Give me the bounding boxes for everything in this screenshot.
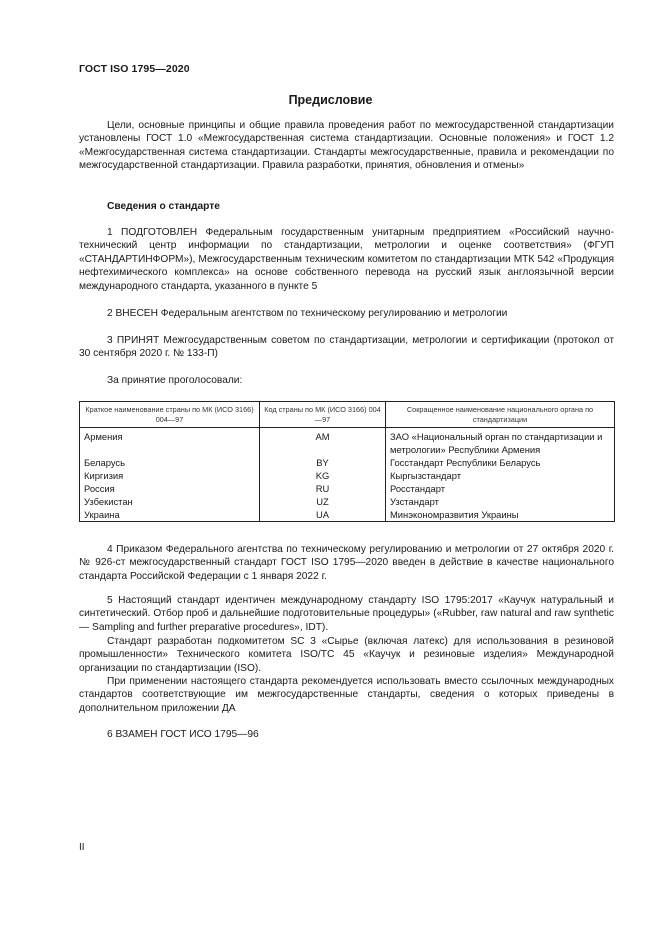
table-header-country: Краткое наименование страны по МК (ИСО 3166) 004—97 bbox=[80, 402, 260, 428]
page-number: II bbox=[79, 842, 85, 853]
country-cell: Россия bbox=[80, 482, 260, 495]
body-cell: Росстандарт bbox=[386, 482, 615, 495]
item-5-paragraph: 5 Настоящий стандарт идентичен международному стандарту ISO 1795:2017 «Каучук натуральный и синтетический. Отбор проб и дальнейшие подготовительные процедуры» («Rubber, raw natural and raw synthetic — Sampling and further preparative procedures», IDT). bbox=[79, 595, 614, 633]
table-row bbox=[80, 495, 615, 508]
votes-table bbox=[79, 401, 615, 522]
standard-code: ГОСТ ISO 1795—2020 bbox=[79, 63, 190, 75]
table-row bbox=[80, 469, 615, 482]
table-row bbox=[80, 456, 615, 469]
code-cell: UA bbox=[260, 508, 386, 522]
item-5-developer-paragraph: Стандарт разработан подкомитетом SC 3 «Сырье (включая латекс) для использования в резиновой промышленности» Технического комитета ISO/TC 45 «Каучук и резиновые изделия» Международной организации по стандартизации (ISO). bbox=[79, 636, 614, 674]
code-cell: KG bbox=[260, 469, 386, 482]
table-header-code: Код страны по МК (ИСО 3166) 004—97 bbox=[260, 402, 386, 428]
table-row bbox=[80, 508, 615, 522]
page-title: Предисловие bbox=[288, 93, 373, 107]
item-3-paragraph: 3 ПРИНЯТ Межгосударственным советом по стандартизации, метрологии и сертификации (протокол от 30 сентября 2020 г. № 133-П) bbox=[79, 335, 614, 360]
body-cell: ЗАО «Национальный орган по стандартизации и метрологии» Республики Армения bbox=[386, 428, 615, 457]
item-5-application-paragraph: При применении настоящего стандарта рекомендуется использовать вместо ссылочных международных стандартов соответствующие им межгосударственные стандарты, сведения о которых приведены в дополнительном приложении ДА bbox=[79, 676, 614, 714]
country-cell: Киргизия bbox=[80, 469, 260, 482]
code-cell: AM bbox=[260, 428, 386, 457]
country-cell: Армения bbox=[80, 428, 260, 457]
code-cell: BY bbox=[260, 456, 386, 469]
table-row bbox=[80, 482, 615, 495]
item-2-paragraph: 2 ВНЕСЕН Федеральным агентством по техническому регулированию и метрологии bbox=[107, 308, 508, 319]
body-cell: Минэкономразвития Украины bbox=[386, 508, 615, 522]
body-cell: Госстандарт Республики Беларусь bbox=[386, 456, 615, 469]
intro-paragraph: Цели, основные принципы и общие правила проведения работ по межгосударственной стандартизации установлены ГОСТ 1.0 «Межгосударственная система стандартизации. Основные положения» и ГОСТ 1.2 «Межгосударственная система стандартизации. Стандарты межгосударственные, правила и рекомендации по межгосударственной стандартизации. Правила разработки, принятия, обновления и отмены» bbox=[79, 120, 614, 172]
item-6-paragraph: 6 ВЗАМЕН ГОСТ ИСО 1795—96 bbox=[107, 729, 259, 740]
code-cell: UZ bbox=[260, 495, 386, 508]
table-header-row bbox=[80, 402, 615, 428]
body-cell: Узстандарт bbox=[386, 495, 615, 508]
country-cell: Узбекистан bbox=[80, 495, 260, 508]
body-cell: Кыргызстандарт bbox=[386, 469, 615, 482]
item-1-paragraph: 1 ПОДГОТОВЛЕН Федеральным государственным унитарным предприятием «Российский научно-технический центр информации по стандартизации, метрологии и оценке соответствия» (ФГУП «СТАНДАРТИНФОРМ»), Межгосударственным техническим комитетом по стандартизации МТК 542 «Продукция нефтехимического комплекса» на основе собственного перевода на русский язык англоязычной версии международного стандарта, указанного в пункте 5 bbox=[79, 227, 614, 292]
table-row bbox=[80, 428, 615, 457]
item-4-paragraph: 4 Приказом Федерального агентства по техническому регулированию и метрологии от 27 октября 2020 г. № 926-ст межгосударственный стандарт ГОСТ ISO 1795—2020 введен в действие в качестве национального стандарта Российской Федерации с 1 января 2022 г. bbox=[79, 544, 614, 582]
code-cell: RU bbox=[260, 482, 386, 495]
table-header-body: Сокращенное наименование национального органа по стандартизации bbox=[386, 402, 615, 428]
country-cell: Беларусь bbox=[80, 456, 260, 469]
section-heading: Сведения о стандарте bbox=[107, 201, 220, 212]
country-cell: Украина bbox=[80, 508, 260, 522]
votes-label: За принятие проголосовали: bbox=[107, 375, 243, 386]
